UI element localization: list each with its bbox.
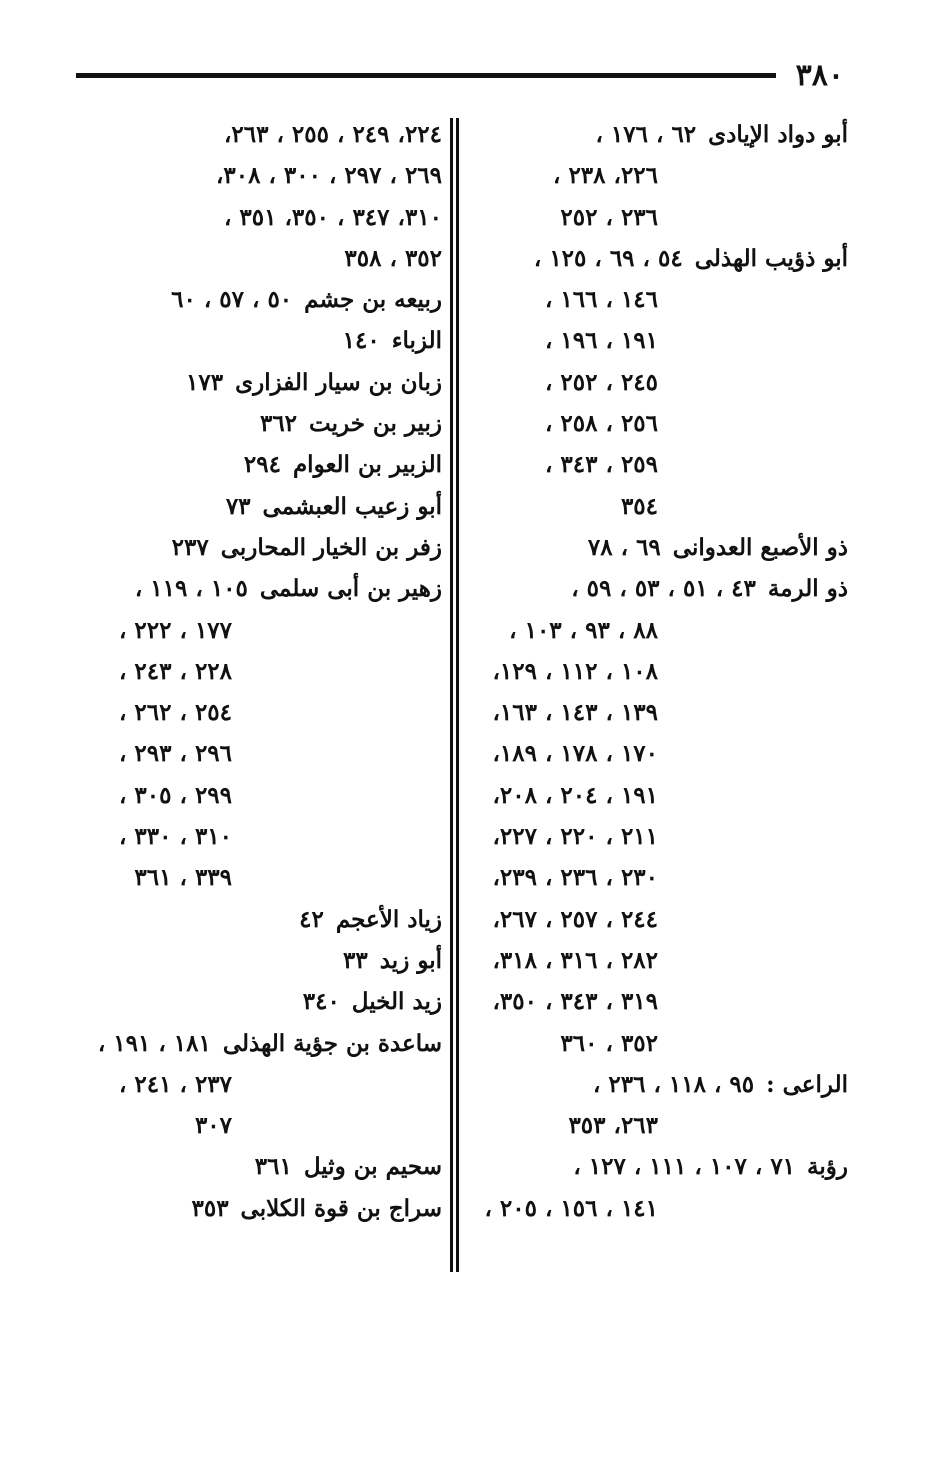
index-entry [60,692,442,733]
index-entry [466,114,848,155]
entry-page-refs: ٢٢٨ ، ٢٤٣ ، [118,657,232,685]
entry-page-refs: ٢٩٤ [243,451,281,479]
entry-page-refs: ٥٤ ، ٦٩ ، ١٢٥ ، [533,244,683,272]
entry-page-refs: ٧١ ، ١٠٧ ، ١١١ ، ١٢٧ ، [573,1153,796,1181]
index-entry [466,692,848,733]
entry-page-refs: ٦٩ ، ٧٨ [587,533,661,561]
entry-name: زفر بن الخيار المحاربى [220,533,442,561]
index-entry [466,403,848,444]
index-entry [466,733,848,774]
index-entry [466,279,848,320]
entry-page-refs: ٢٥٤ ، ٢٦٢ ، [118,699,232,727]
entry-page-refs: ١٤١ ، ١٥٦ ، ٢٠٥ ، [484,1194,658,1222]
index-entry [466,155,848,196]
index-entry [60,238,442,279]
entry-name: أبو زعيب العبشمى [262,492,442,520]
index-entry [60,857,442,898]
entry-page-refs: ٢٤٥ ، ٢٥٢ ، [544,368,658,396]
entry-name: ذو الرمة [767,575,848,603]
entry-page-refs: ٨٨ ، ٩٣ ، ١٠٣ ، [509,616,658,644]
entry-page-refs: ٢٥٦ ، ٢٥٨ ، [544,410,658,438]
page-number: ٣٨٠ [795,58,844,93]
column-divider [450,118,459,1272]
index-entry [466,651,848,692]
entry-page-refs: ١٩١ ، ٢٠٤ ، ٢٠٨، [492,781,658,809]
index-entry [60,1188,442,1229]
entry-page-refs: ٢٦٩ ، ٢٩٧ ، ٣٠٠ ، ٣٠٨، [215,162,442,190]
entry-page-refs: ٢٦٣، ٣٥٣ [568,1112,658,1140]
entry-name: أبو ذؤيب الهذلى [694,244,848,272]
index-column-left [60,114,442,1229]
index-column-right [466,114,848,1229]
entry-page-refs: ٢٢٦، ٢٣٨ ، [553,162,658,190]
index-entry [60,816,442,857]
entry-page-refs: ٣٣٩ ، ٣٦١ [134,864,232,892]
entry-page-refs: ٢٢٤، ٢٤٩ ، ٢٥٥ ، ٢٦٣، [223,121,442,148]
index-entry [60,981,442,1022]
entry-page-refs: ٤٣ ، ٥١ ، ٥٣ ، ٥٩ ، [571,575,756,603]
index-entry [60,775,442,816]
entry-page-refs: ٢٣٦ ، ٢٥٢ [560,203,658,231]
index-entry [466,981,848,1022]
entry-page-refs: ١٤٦ ، ١٦٦ ، [544,286,658,314]
entry-name: زهير بن أبى سلمى [259,575,442,603]
index-entry [466,362,848,403]
entry-name: ساعدة بن جؤية الهذلى [222,1029,442,1057]
entry-page-refs: ١٨١ ، ١٩١ ، [97,1029,211,1057]
entry-page-refs: ٣٥٣ [191,1194,229,1222]
index-entry [466,775,848,816]
header-rule [76,73,776,78]
entry-page-refs: ٣٦١ [254,1153,292,1181]
index-entry [466,238,848,279]
entry-page-refs: ٢٥٩ ، ٣٤٣ ، [544,451,658,479]
index-entry [60,527,442,568]
entry-page-refs: ٢٤٤ ، ٢٥٧ ، ٢٦٧، [492,905,658,933]
entry-name: زبان بن سيار الفزارى [235,368,442,396]
entry-page-refs: ٢٣٧ [171,533,209,561]
entry-name: أبو زيد [379,946,442,974]
entry-name: زبير بن خريت [309,410,442,438]
entry-page-refs: ٣١٠، ٣٤٧ ، ٣٥٠، ٣٥١ ، [223,203,442,231]
index-entry [60,1023,442,1064]
index-entry [466,1146,848,1187]
index-entry [60,486,442,527]
index-entry [60,1146,442,1187]
entry-page-refs: ٢٩٦ ، ٢٩٣ ، [118,740,232,768]
entry-name: الزباء [391,327,442,355]
entry-page-refs: ٣٥٤ [620,492,658,520]
entry-page-refs: ١٧٧ ، ٢٢٢ ، [118,616,232,644]
entry-name: ربيعه بن جشم [304,286,442,314]
entry-page-refs: ١٧٣ [186,368,224,396]
entry-name: سحيم بن وثيل [303,1153,442,1181]
index-entry [466,940,848,981]
entry-name: زياد الأعجم [335,905,442,933]
entry-name: ذو الأصبع العدوانى [672,533,848,561]
index-entry [60,362,442,403]
entry-page-refs: ١٤٠ [342,327,380,355]
index-entry [60,899,442,940]
index-entry [60,403,442,444]
entry-page-refs: ٣١٠ ، ٣٣٠ ، [118,823,232,851]
entry-page-refs: ١٠٨ ، ١١٢ ، ١٢٩، [492,657,658,685]
entry-page-refs: ٣٦٢ [259,410,298,438]
entry-page-refs: ٢١١ ، ٢٢٠ ، ٢٢٧، [492,823,658,851]
entry-page-refs: ٣٥٢ ، ٣٥٨ [344,244,442,272]
entry-name: سراج بن قوة الكلابى [240,1194,442,1222]
index-entry [60,1105,442,1146]
entry-page-refs: ٦٢ ، ١٧٦ ، [595,121,697,148]
index-entry [466,816,848,857]
entry-page-refs: ٢٩٩ ، ٣٠٥ ، [118,781,232,809]
entry-page-refs: ١٣٩ ، ١٤٣ ، ١٦٣، [492,699,658,727]
entry-page-refs: ٧٣ [225,492,251,520]
entry-page-refs: ٩٥ ، ١١٨ ، ٢٣٦ ، [592,1070,755,1098]
index-entry [466,320,848,361]
entry-page-refs: ١٧٠ ، ١٧٨ ، ١٨٩، [492,740,658,768]
index-entry [60,114,442,155]
index-entry [466,444,848,485]
index-entry [466,1105,848,1146]
index-entry [466,1188,848,1229]
index-entry [60,940,442,981]
index-entry [466,610,848,651]
index-entry [466,857,848,898]
index-entry [60,279,442,320]
index-entry [60,651,442,692]
entry-page-refs: ١٠٥ ، ١١٩ ، [134,575,248,603]
entry-name: الزبير بن العوام [292,451,442,479]
index-entry [60,197,442,238]
entry-page-refs: ٣٣ [343,946,368,974]
entry-page-refs: ٥٠ ، ٥٧ ، ٦٠ [171,286,293,314]
entry-name: الراعى : [766,1070,848,1098]
entry-page-refs: ٣٤٠ [302,988,340,1016]
entry-name: زيد الخيل [351,988,442,1016]
entry-page-refs: ٣٠٧ [194,1112,232,1140]
entry-page-refs: ١٩١ ، ١٩٦ ، [544,327,658,355]
entry-page-refs: ٤٢ [299,905,324,933]
entry-page-refs: ٣١٩ ، ٣٤٣ ، ٣٥٠، [492,988,658,1016]
index-entry [60,320,442,361]
index-entry [466,197,848,238]
entry-page-refs: ٢٣٧ ، ٢٤١ ، [118,1070,232,1098]
entry-name: رؤبة [807,1153,848,1181]
entry-page-refs: ٢٣٠ ، ٢٣٦ ، ٢٣٩، [492,864,658,892]
index-entry [60,610,442,651]
index-entry [466,1023,848,1064]
entry-page-refs: ٢٨٢ ، ٣١٦ ، ٣١٨، [492,946,658,974]
entry-name: أبو دواد الإيادى [708,121,848,148]
index-entry [60,155,442,196]
index-entry [60,444,442,485]
index-entry [466,1064,848,1105]
index-entry [466,527,848,568]
index-entry [60,733,442,774]
entry-page-refs: ٣٥٢ ، ٣٦٠ [560,1029,658,1057]
index-entry [60,1064,442,1105]
index-entry [466,568,848,609]
index-entry [60,568,442,609]
index-entry [466,899,848,940]
index-entry [466,486,848,527]
